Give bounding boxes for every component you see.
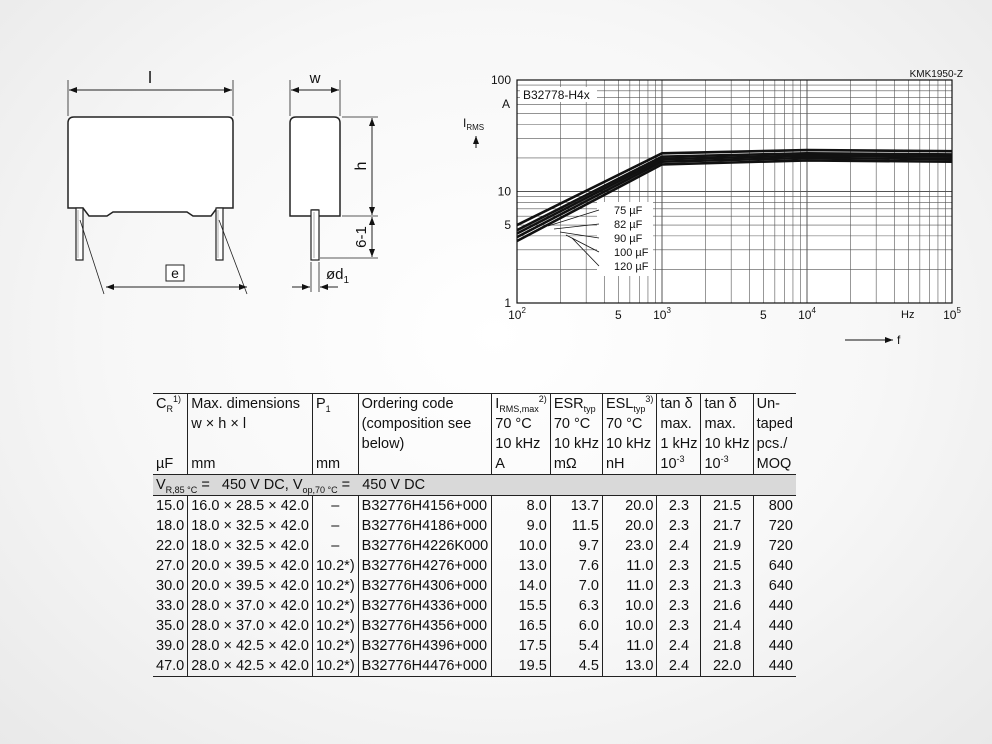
cell-capacitance: 22.0 — [156, 538, 185, 554]
cell-esr: 5.4 — [550, 636, 602, 656]
cell-irms: 10.0 — [492, 536, 551, 556]
x-tick-label: $10^3$ — [653, 306, 671, 322]
table-row — [153, 496, 796, 517]
table-row — [153, 536, 796, 556]
spec-table — [153, 393, 796, 677]
cell-moq: 440 — [753, 596, 796, 616]
cell-tan-10khz: 22.0 — [701, 656, 753, 677]
cell-tan-1khz: 2.3 — [657, 576, 701, 596]
cell-esr: 6.3 — [550, 596, 602, 616]
cell-irms: 16.5 — [492, 616, 551, 636]
x-tick-label: 5 — [760, 308, 767, 322]
table-row — [153, 596, 796, 616]
series-label: 120 µF — [614, 261, 649, 273]
header-esr: $ESR_{typ}$ 70 °C 10 kHz mΩ — [550, 394, 602, 475]
cell-irms: 19.5 — [492, 656, 551, 677]
table-row — [153, 616, 796, 636]
x-unit: Hz — [901, 309, 915, 321]
cell-moq: 440 — [753, 656, 796, 677]
cell-moq: 640 — [753, 576, 796, 596]
y-tick-label: 10 — [497, 184, 511, 199]
cell-dimensions: 28.0 × 37.0 × 42.0 — [188, 596, 313, 616]
cell-dimensions: 20.0 × 39.5 × 42.0 — [188, 576, 313, 596]
cell-tan-1khz: 2.3 — [657, 616, 701, 636]
cell-dimensions: 20.0 × 39.5 × 42.0 — [188, 556, 313, 576]
series-label: 75 µF — [614, 205, 643, 217]
cell-ordering-code: B32776H4336+000 — [358, 596, 492, 616]
cell-esr: 9.7 — [550, 536, 602, 556]
cell-ordering-code: B32776H4186+000 — [358, 516, 492, 536]
cell-ordering-code: B32776H4476+000 — [358, 656, 492, 677]
cell-moq: 720 — [753, 516, 796, 536]
dim-label-e: e — [171, 265, 179, 281]
y-tick-label: 100 — [490, 73, 511, 87]
cell-pitch: 10.2*) — [312, 596, 358, 616]
cell-tan-10khz: 21.3 — [701, 576, 753, 596]
x-axis-label: f — [897, 333, 901, 347]
cell-pitch: 10.2*) — [312, 616, 358, 636]
header-irms: $I_{RMS,max}^{2)}$ 70 °C 10 kHz A — [492, 394, 551, 475]
cell-tan-10khz: 21.8 — [701, 636, 753, 656]
cell-tan-1khz: 2.4 — [657, 656, 701, 677]
cell-tan-10khz: 21.5 — [701, 556, 753, 576]
y-axis-label: $I_{RMS}$ — [463, 116, 485, 132]
cell-capacitance: 33.0 — [156, 598, 185, 614]
header-esl: $ESL_{typ}^{3)}$ 70 °C 10 kHz nH — [602, 394, 656, 475]
cell-dimensions: 18.0 × 32.5 × 42.0 — [188, 536, 313, 556]
dim-label-w: w — [309, 70, 321, 87]
cell-tan-10khz: 21.7 — [701, 516, 753, 536]
cell-pitch: – — [312, 496, 358, 517]
cell-tan-10khz: 21.9 — [701, 536, 753, 556]
series-label: 90 µF — [614, 233, 643, 245]
cell-ordering-code: B32776H4276+000 — [358, 556, 492, 576]
cell-esl: 13.0 — [602, 656, 656, 677]
cell-esr: 7.6 — [550, 556, 602, 576]
y-unit: A — [502, 97, 511, 111]
header-dimensions: Max. dimensions w × h × l mm — [188, 394, 313, 475]
cell-esl: 11.0 — [602, 556, 656, 576]
cell-pitch: 10.2*) — [312, 636, 358, 656]
cell-dimensions: 28.0 × 37.0 × 42.0 — [188, 616, 313, 636]
cell-pitch: – — [312, 516, 358, 536]
cell-moq: 440 — [753, 616, 796, 636]
cell-dimensions: 28.0 × 42.5 × 42.0 — [188, 636, 313, 656]
series-label: 82 µF — [614, 219, 643, 231]
cell-ordering-code: B32776H4356+000 — [358, 616, 492, 636]
cell-esl: 20.0 — [602, 516, 656, 536]
cell-irms: 8.0 — [492, 496, 551, 517]
dim-label-d1: $ød_1$ — [326, 266, 350, 286]
cell-esl: 10.0 — [602, 616, 656, 636]
cell-moq: 640 — [753, 556, 796, 576]
cell-capacitance: 35.0 — [156, 618, 185, 634]
cell-moq: 440 — [753, 636, 796, 656]
dim-label-lead: 6-1 — [353, 226, 370, 248]
chart-ref: KMK1950-Z — [909, 69, 963, 80]
cell-moq: 800 — [753, 496, 796, 517]
cell-ordering-code: B32776H4306+000 — [358, 576, 492, 596]
cell-tan-1khz: 2.3 — [657, 496, 701, 517]
cell-ordering-code: B32776H4156+000 — [358, 496, 492, 517]
cell-dimensions: 18.0 × 32.5 × 42.0 — [188, 516, 313, 536]
cell-capacitance: 39.0 — [156, 638, 185, 654]
cell-ordering-code: B32776H4226K000 — [358, 536, 492, 556]
y-tick-label: 1 — [504, 296, 511, 310]
cell-dimensions: 28.0 × 42.5 × 42.0 — [188, 656, 313, 677]
cell-pitch: – — [312, 536, 358, 556]
cell-esl: 11.0 — [602, 576, 656, 596]
cell-esl: 23.0 — [602, 536, 656, 556]
y-tick-label: 5 — [504, 218, 511, 233]
cell-esl: 20.0 — [602, 496, 656, 517]
dim-label-l: l — [148, 68, 152, 87]
cell-esl: 10.0 — [602, 596, 656, 616]
cell-tan-10khz: 21.4 — [701, 616, 753, 636]
x-tick-label: $10^4$ — [798, 306, 816, 322]
x-tick-label: $10^5$ — [943, 306, 961, 322]
cell-esr: 11.5 — [550, 516, 602, 536]
x-tick-label: 5 — [615, 308, 622, 322]
cell-irms: 17.5 — [492, 636, 551, 656]
cell-esr: 6.0 — [550, 616, 602, 636]
table-row — [153, 656, 796, 677]
cell-capacitance: 27.0 — [156, 558, 185, 574]
cell-tan-1khz: 2.4 — [657, 536, 701, 556]
table-row — [153, 636, 796, 656]
header-pitch: $P_1$ mm — [312, 394, 358, 475]
header-capacitance: $C_R^{1)}$ µF — [153, 394, 188, 475]
cell-esr: 7.0 — [550, 576, 602, 596]
voltage-rating: $V_{R,85 ^\circ C} = 450$ V DC, $V_{op,70 ^\circ C} = 450$ V DC — [153, 475, 796, 496]
table-header-row — [153, 394, 796, 475]
cell-moq: 720 — [753, 536, 796, 556]
header-tan-1khz: tan δ max. 1 kHz $10^{-3}$ — [657, 394, 701, 475]
irms-frequency-chart — [0, 0, 992, 360]
table-row — [153, 556, 796, 576]
cell-irms: 14.0 — [492, 576, 551, 596]
table-row — [153, 516, 796, 536]
cell-capacitance: 15.0 — [156, 498, 185, 514]
cell-irms: 13.0 — [492, 556, 551, 576]
cell-pitch: 10.2*) — [312, 576, 358, 596]
cell-tan-1khz: 2.3 — [657, 516, 701, 536]
cell-capacitance: 30.0 — [156, 578, 185, 594]
chart-title: B32778-H4x — [523, 88, 590, 102]
cell-esr: 13.7 — [550, 496, 602, 517]
cell-pitch: 10.2*) — [312, 556, 358, 576]
cell-ordering-code: B32776H4396+000 — [358, 636, 492, 656]
header-ordering-code: Ordering code (composition see below) — [358, 394, 492, 475]
cell-pitch: 10.2*) — [312, 656, 358, 677]
table-row — [153, 576, 796, 596]
dim-label-h: h — [353, 161, 370, 171]
cell-esl: 11.0 — [602, 636, 656, 656]
cell-tan-10khz: 21.5 — [701, 496, 753, 517]
cell-tan-1khz: 2.3 — [657, 596, 701, 616]
cell-irms: 15.5 — [492, 596, 551, 616]
cell-tan-1khz: 2.3 — [657, 556, 701, 576]
cell-tan-1khz: 2.4 — [657, 636, 701, 656]
header-moq: Un- taped pcs./ MOQ — [753, 394, 796, 475]
cell-capacitance: 47.0 — [153, 656, 188, 677]
voltage-row — [153, 475, 796, 496]
cell-capacitance: 18.0 — [156, 518, 185, 534]
header-tan-10khz: tan δ max. 10 kHz $10^{-3}$ — [701, 394, 753, 475]
x-tick-label: $10^2$ — [508, 306, 526, 322]
cell-esr: 4.5 — [550, 656, 602, 677]
cell-irms: 9.0 — [492, 516, 551, 536]
cell-dimensions: 16.0 × 28.5 × 42.0 — [188, 496, 313, 517]
cell-tan-10khz: 21.6 — [701, 596, 753, 616]
series-label: 100 µF — [614, 247, 649, 259]
